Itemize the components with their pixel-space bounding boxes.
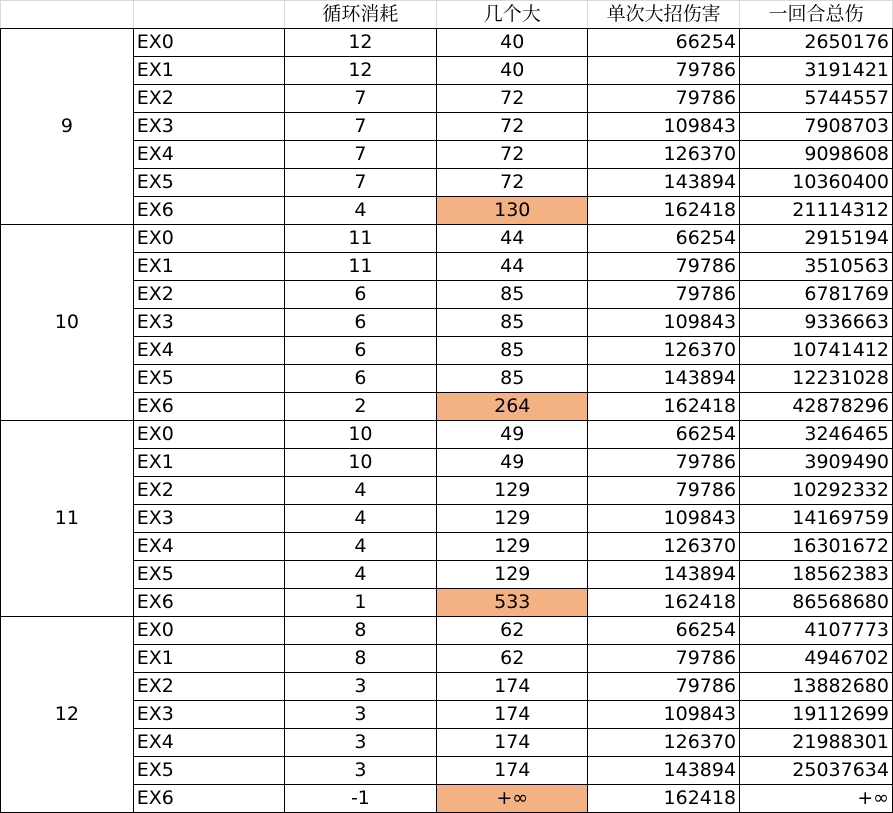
single-ult-damage-cell[interactable]: 79786 — [588, 477, 740, 505]
round-total-damage-cell[interactable]: 14169759 — [740, 505, 893, 533]
table-row — [1, 337, 893, 365]
ex-level-cell[interactable]: EX5 — [133, 169, 284, 197]
ult-count-cell[interactable]: 174 — [437, 757, 588, 785]
table-row — [1, 785, 893, 813]
single-ult-damage-cell[interactable]: 66254 — [588, 225, 740, 253]
ult-count-cell[interactable]: 49 — [437, 449, 588, 477]
cycle-cost-cell[interactable]: 10 — [284, 449, 437, 477]
ex-level-cell[interactable]: EX2 — [133, 85, 284, 113]
header-cell-round-total-damage[interactable]: 一回合总伤 — [740, 1, 893, 29]
single-ult-damage-cell[interactable]: 143894 — [588, 169, 740, 197]
table-row — [1, 729, 893, 757]
round-total-damage-cell[interactable]: 10292332 — [740, 477, 893, 505]
round-total-damage-cell[interactable]: 6781769 — [740, 281, 893, 309]
cycle-cost-cell[interactable]: -1 — [284, 785, 437, 813]
round-total-damage-cell[interactable]: 9098608 — [740, 141, 893, 169]
cycle-cost-cell[interactable]: 6 — [284, 281, 437, 309]
ex-level-cell[interactable]: EX1 — [133, 253, 284, 281]
single-ult-damage-cell[interactable]: 109843 — [588, 113, 740, 141]
ex-level-cell[interactable]: EX2 — [133, 281, 284, 309]
single-ult-damage-cell[interactable]: 79786 — [588, 85, 740, 113]
round-total-damage-cell[interactable]: 4107773 — [740, 617, 893, 645]
ex-level-cell[interactable]: EX6 — [133, 197, 284, 225]
cycle-cost-cell[interactable]: 8 — [284, 645, 437, 673]
group-label-cell[interactable]: 11 — [1, 421, 134, 617]
round-total-damage-cell[interactable]: 9336663 — [740, 309, 893, 337]
cycle-cost-cell[interactable]: 10 — [284, 421, 437, 449]
ex-level-cell[interactable]: EX1 — [133, 645, 284, 673]
cycle-cost-cell[interactable]: 4 — [284, 561, 437, 589]
cycle-cost-cell[interactable]: 7 — [284, 141, 437, 169]
ex-level-cell[interactable]: EX0 — [133, 617, 284, 645]
single-ult-damage-cell[interactable]: 143894 — [588, 561, 740, 589]
table-body — [1, 29, 893, 813]
ult-count-cell[interactable]: 130 — [437, 197, 588, 225]
ex-level-cell[interactable]: EX2 — [133, 477, 284, 505]
ex-level-cell[interactable]: EX5 — [133, 561, 284, 589]
ult-count-cell[interactable]: 49 — [437, 421, 588, 449]
round-total-damage-cell[interactable]: 3246465 — [740, 421, 893, 449]
table-row — [1, 757, 893, 785]
single-ult-damage-cell[interactable]: 109843 — [588, 701, 740, 729]
ult-count-cell[interactable]: 129 — [437, 533, 588, 561]
ex-level-cell[interactable]: EX0 — [133, 421, 284, 449]
cycle-cost-cell[interactable]: 6 — [284, 365, 437, 393]
ex-level-cell[interactable]: EX5 — [133, 757, 284, 785]
single-ult-damage-cell[interactable]: 162418 — [588, 589, 740, 617]
ex-level-cell[interactable]: EX0 — [133, 29, 284, 57]
cycle-cost-cell[interactable]: 3 — [284, 673, 437, 701]
cycle-cost-cell[interactable]: 8 — [284, 617, 437, 645]
single-ult-damage-cell[interactable]: 66254 — [588, 29, 740, 57]
ex-level-cell[interactable]: EX3 — [133, 309, 284, 337]
ult-count-cell[interactable]: 72 — [437, 141, 588, 169]
single-ult-damage-cell[interactable]: 79786 — [588, 281, 740, 309]
group-label-cell[interactable]: 12 — [1, 617, 134, 813]
ult-count-cell[interactable]: 44 — [437, 253, 588, 281]
ult-count-cell[interactable]: 174 — [437, 701, 588, 729]
table-row — [1, 505, 893, 533]
single-ult-damage-cell[interactable]: 126370 — [588, 533, 740, 561]
header-cell-single-ult-damage[interactable]: 单次大招伤害 — [588, 1, 740, 29]
table-row — [1, 477, 893, 505]
table-row — [1, 365, 893, 393]
table-row — [1, 85, 893, 113]
ex-level-cell[interactable]: EX4 — [133, 533, 284, 561]
ex-level-cell[interactable]: EX6 — [133, 393, 284, 421]
round-total-damage-cell[interactable]: 19112699 — [740, 701, 893, 729]
ult-count-cell[interactable]: +∞ — [437, 785, 588, 813]
cycle-cost-cell[interactable]: 7 — [284, 169, 437, 197]
ex-level-cell[interactable]: EX4 — [133, 141, 284, 169]
ult-count-cell[interactable]: 174 — [437, 729, 588, 757]
ult-count-cell[interactable]: 174 — [437, 673, 588, 701]
ult-count-cell[interactable]: 62 — [437, 617, 588, 645]
ult-count-cell[interactable]: 40 — [437, 29, 588, 57]
ex-level-cell[interactable]: EX6 — [133, 589, 284, 617]
table-row — [1, 393, 893, 421]
cycle-cost-cell[interactable]: 6 — [284, 309, 437, 337]
ult-count-cell[interactable]: 72 — [437, 169, 588, 197]
round-total-damage-cell[interactable]: 5744557 — [740, 85, 893, 113]
table-row — [1, 113, 893, 141]
ult-count-cell[interactable]: 85 — [437, 309, 588, 337]
single-ult-damage-cell[interactable]: 66254 — [588, 421, 740, 449]
cycle-cost-cell[interactable]: 11 — [284, 225, 437, 253]
ult-count-cell[interactable]: 264 — [437, 393, 588, 421]
cycle-cost-cell[interactable]: 4 — [284, 477, 437, 505]
table-row — [1, 281, 893, 309]
single-ult-damage-cell[interactable]: 66254 — [588, 617, 740, 645]
table-row — [1, 701, 893, 729]
single-ult-damage-cell[interactable]: 162418 — [588, 393, 740, 421]
header-cell-ex[interactable] — [133, 1, 284, 29]
round-total-damage-cell[interactable]: 16301672 — [740, 533, 893, 561]
group-label-cell[interactable]: 9 — [1, 29, 134, 225]
ult-count-cell[interactable]: 129 — [437, 477, 588, 505]
cycle-cost-cell[interactable]: 11 — [284, 253, 437, 281]
table-row — [1, 141, 893, 169]
single-ult-damage-cell[interactable]: 79786 — [588, 57, 740, 85]
ult-count-cell[interactable]: 62 — [437, 645, 588, 673]
cycle-cost-cell[interactable]: 6 — [284, 337, 437, 365]
ult-count-cell[interactable]: 85 — [437, 365, 588, 393]
table-row — [1, 169, 893, 197]
ult-count-cell[interactable]: 44 — [437, 225, 588, 253]
ex-level-cell[interactable]: EX3 — [133, 113, 284, 141]
round-total-damage-cell[interactable]: 13882680 — [740, 673, 893, 701]
cycle-cost-cell[interactable]: 3 — [284, 757, 437, 785]
single-ult-damage-cell[interactable]: 162418 — [588, 785, 740, 813]
table-row — [1, 421, 893, 449]
table-row — [1, 645, 893, 673]
table-row — [1, 29, 893, 57]
round-total-damage-cell[interactable]: 86568680 — [740, 589, 893, 617]
single-ult-damage-cell[interactable]: 126370 — [588, 729, 740, 757]
cycle-cost-cell[interactable]: 12 — [284, 57, 437, 85]
table-row — [1, 617, 893, 645]
cycle-cost-cell[interactable]: 4 — [284, 197, 437, 225]
cycle-cost-cell[interactable]: 7 — [284, 113, 437, 141]
round-total-damage-cell[interactable]: 25037634 — [740, 757, 893, 785]
round-total-damage-cell[interactable]: 21988301 — [740, 729, 893, 757]
single-ult-damage-cell[interactable]: 79786 — [588, 253, 740, 281]
table-row — [1, 57, 893, 85]
single-ult-damage-cell[interactable]: 79786 — [588, 673, 740, 701]
round-total-damage-cell[interactable]: 10741412 — [740, 337, 893, 365]
single-ult-damage-cell[interactable]: 109843 — [588, 505, 740, 533]
header-cell-ult-count[interactable]: 几个大 — [437, 1, 588, 29]
round-total-damage-cell[interactable]: +∞ — [740, 785, 893, 813]
round-total-damage-cell[interactable]: 3909490 — [740, 449, 893, 477]
round-total-damage-cell[interactable]: 3191421 — [740, 57, 893, 85]
table-row — [1, 309, 893, 337]
single-ult-damage-cell[interactable]: 79786 — [588, 645, 740, 673]
ex-level-cell[interactable]: EX6 — [133, 785, 284, 813]
cycle-cost-cell[interactable]: 7 — [284, 85, 437, 113]
round-total-damage-cell[interactable]: 4946702 — [740, 645, 893, 673]
ex-level-cell[interactable]: EX3 — [133, 505, 284, 533]
table-row — [1, 673, 893, 701]
round-total-damage-cell[interactable]: 21114312 — [740, 197, 893, 225]
round-total-damage-cell[interactable]: 42878296 — [740, 393, 893, 421]
ult-count-cell[interactable]: 40 — [437, 57, 588, 85]
ex-level-cell[interactable]: EX5 — [133, 365, 284, 393]
ex-level-cell[interactable]: EX4 — [133, 337, 284, 365]
single-ult-damage-cell[interactable]: 79786 — [588, 449, 740, 477]
single-ult-damage-cell[interactable]: 109843 — [588, 309, 740, 337]
ult-count-cell[interactable]: 129 — [437, 561, 588, 589]
single-ult-damage-cell[interactable]: 143894 — [588, 757, 740, 785]
single-ult-damage-cell[interactable]: 143894 — [588, 365, 740, 393]
single-ult-damage-cell[interactable]: 126370 — [588, 337, 740, 365]
cycle-cost-cell[interactable]: 12 — [284, 29, 437, 57]
ex-level-cell[interactable]: EX1 — [133, 449, 284, 477]
cycle-cost-cell[interactable]: 3 — [284, 729, 437, 757]
round-total-damage-cell[interactable]: 7908703 — [740, 113, 893, 141]
round-total-damage-cell[interactable]: 2915194 — [740, 225, 893, 253]
cycle-cost-cell[interactable]: 4 — [284, 505, 437, 533]
ult-count-cell[interactable]: 85 — [437, 337, 588, 365]
ult-count-cell[interactable]: 72 — [437, 85, 588, 113]
ex-level-cell[interactable]: EX0 — [133, 225, 284, 253]
ult-count-cell[interactable]: 533 — [437, 589, 588, 617]
table-row — [1, 197, 893, 225]
round-total-damage-cell[interactable]: 10360400 — [740, 169, 893, 197]
round-total-damage-cell[interactable]: 12231028 — [740, 365, 893, 393]
cycle-cost-cell[interactable]: 2 — [284, 393, 437, 421]
cycle-cost-cell[interactable]: 4 — [284, 533, 437, 561]
ult-count-cell[interactable]: 85 — [437, 281, 588, 309]
header-cell-group[interactable] — [1, 1, 134, 29]
table-row — [1, 561, 893, 589]
header-cell-cycle-cost[interactable]: 循环消耗 — [284, 1, 437, 29]
table-row — [1, 533, 893, 561]
table-row — [1, 225, 893, 253]
ex-level-cell[interactable]: EX2 — [133, 673, 284, 701]
round-total-damage-cell[interactable]: 18562383 — [740, 561, 893, 589]
cycle-cost-cell[interactable]: 3 — [284, 701, 437, 729]
cycle-cost-cell[interactable]: 1 — [284, 589, 437, 617]
ex-level-cell[interactable]: EX4 — [133, 729, 284, 757]
round-total-damage-cell[interactable]: 3510563 — [740, 253, 893, 281]
round-total-damage-cell[interactable]: 2650176 — [740, 29, 893, 57]
table-row — [1, 449, 893, 477]
ult-count-cell[interactable]: 129 — [437, 505, 588, 533]
single-ult-damage-cell[interactable]: 162418 — [588, 197, 740, 225]
ex-level-cell[interactable]: EX1 — [133, 57, 284, 85]
single-ult-damage-cell[interactable]: 126370 — [588, 141, 740, 169]
ult-count-cell[interactable]: 72 — [437, 113, 588, 141]
table-row — [1, 589, 893, 617]
ex-level-cell[interactable]: EX3 — [133, 701, 284, 729]
group-label-cell[interactable]: 10 — [1, 225, 134, 421]
table-row — [1, 253, 893, 281]
header-row — [1, 1, 893, 29]
